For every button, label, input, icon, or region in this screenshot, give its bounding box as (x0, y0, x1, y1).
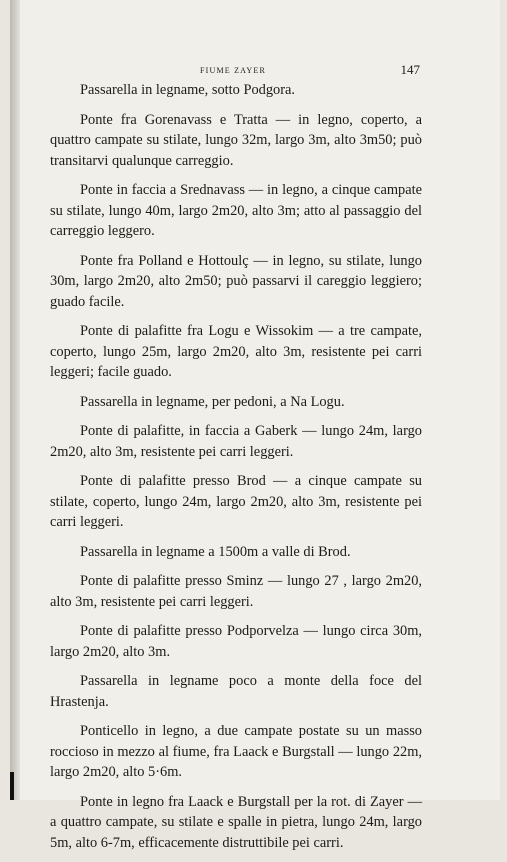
paragraph: Ponte fra Gorenavass e Tratta — in legno, coperto, a quattro campate su stilate, lungo 32m, largo 3m, alto 3m50; può transitarvi qualunque carreggio. (50, 111, 422, 169)
paragraph: Passarella in legname poco a monte della foce del Hrastenja. (50, 673, 422, 710)
paragraph: Ponte di palafitte, in faccia a Gaberk — lungo 24m, largo 2m20, alto 3m, resistente pei carri leggeri. (50, 423, 422, 460)
running-title: FIUME ZAYER (200, 66, 267, 75)
paragraph: Ponte in faccia a Srednavass — in legno, a cinque campate su stilate, lungo 40m, largo 2m20, alto 3m; atto al passaggio del carreggio leggero. (50, 182, 422, 239)
paragraph: Ponticello in legno, a due campate postate su un masso roccioso in mezzo al fiume, fra Laack e Burgstall — lungo 22m, largo 2m20, alto 5·6m. (50, 723, 422, 780)
scan-edge-mark (10, 772, 14, 800)
paragraph: Ponte di palafitte presso Podporvelza — lungo circa 30m, largo 2m20, alto 3m. (50, 623, 422, 660)
paragraph: Ponte di palafitte fra Logu e Wissokim — a tre campate, coperto, lungo 25m, largo 2m20, alto 3m, resistente pei carri leggeri; facile guado. (50, 323, 422, 380)
paragraph: Ponte di palafitte presso Sminz — lungo 27 , largo 2m20, alto 3m, resistente pei carri leggeri. (50, 573, 422, 610)
paragraph: Ponte di palafitte presso Brod — a cinque campate su stilate, coperto, lungo 24m, largo 2m20, alto 3m, resistente pei carri leggeri. (50, 473, 422, 530)
body-text (50, 80, 422, 862)
page-number: 147 (400, 62, 420, 77)
paragraph: Ponte in legno fra Laack e Burgstall per la rot. di Zayer — a quattro campate, su stilate e spalle in pietra, lungo 24m, largo 5m, alto 6-7m, efficacemente distruttibile pei carri. (50, 793, 422, 851)
paragraph: Ponte fra Polland e Hottoulç — in legno, su stilate, lungo 30m, largo 2m20, alto 2m50; può passarvi il careggio leggiero; guado facile. (50, 252, 422, 310)
paragraph: Passarella in legname, per pedoni, a Na Logu. (80, 393, 345, 410)
page-gutter (10, 0, 20, 800)
page-header (50, 58, 420, 78)
book-page (10, 0, 500, 851)
paragraph: Passarella in legname, sotto Podgora. (80, 82, 296, 98)
paragraph: Passarella in legname a 1500m a valle di Brod. (80, 543, 351, 560)
